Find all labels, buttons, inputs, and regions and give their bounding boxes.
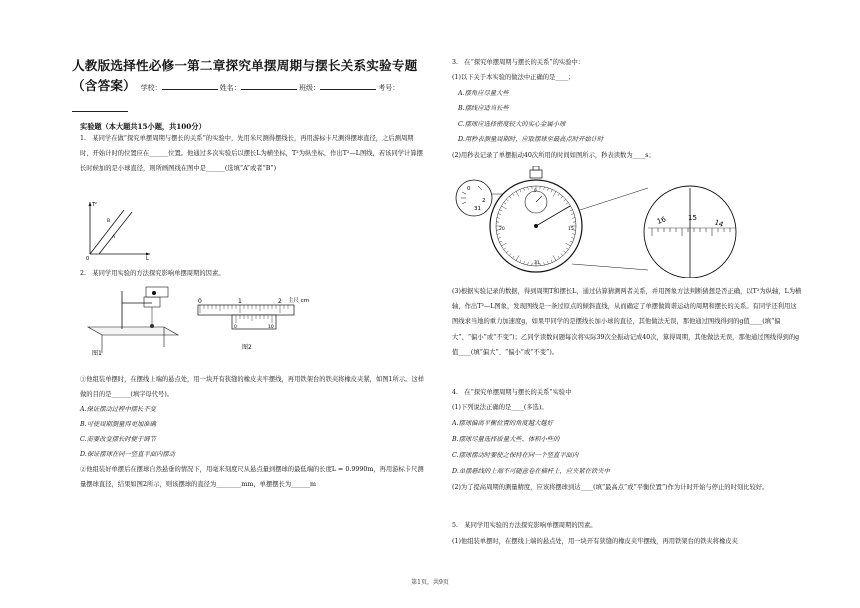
vernier-caliper-figure xyxy=(196,293,316,353)
pendulum-setup-figure xyxy=(82,285,182,357)
vernier-num-0: 0 xyxy=(234,325,237,330)
vernier-num-10: 10 xyxy=(268,325,274,330)
q4-option-d: D.单摆悬线的上端不可随意卷在横杆上，应夹紧在铁夹中 xyxy=(452,468,610,475)
class-field[interactable] xyxy=(320,82,376,90)
q3-option-c: C.摆球应选择密度较大的实心金属小球 xyxy=(458,121,566,128)
line-b-label: B xyxy=(107,219,111,224)
question-3-sub2: (2)用秒表记录了单摆振动40次所用的时间如图所示，秒表读数为____s； xyxy=(452,152,655,159)
q2-option-a: A.保证摆动过程中摆长不变 xyxy=(80,406,156,413)
q3-option-a: A.摆角应尽量大些 xyxy=(458,90,509,97)
magnifier-num-16: 16 xyxy=(655,215,668,226)
q4-option-c: C.摆球摆动时要使之保持在同一个竖直平面内 xyxy=(452,452,579,459)
question-4-sub1: (1)下列说法正确的是____(多选)。 xyxy=(452,404,548,411)
page-footer: 第1页，共9页 xyxy=(411,579,449,586)
school-label: 学校： xyxy=(140,84,162,92)
ruler-num-2: 2 xyxy=(278,298,282,305)
origin-label: 0 xyxy=(86,256,90,260)
name-field[interactable] xyxy=(241,82,297,90)
question-2-text: 2. 某同学用实验的方法探究影响单摆周期的因素。 xyxy=(80,270,225,277)
stopwatch-num-0: 0 xyxy=(534,188,537,193)
ruler-num-1: 1 xyxy=(238,298,242,305)
x-axis-label: L xyxy=(146,256,149,260)
q2-option-b: B.可使周期测量得更加准确 xyxy=(80,421,156,428)
magnifier-num-2: 2 xyxy=(482,198,486,204)
q3-option-d: D.用秒表测量周期时，应取摆球至最高点时开始计时 xyxy=(458,136,604,143)
stopwatch-figure xyxy=(452,166,742,278)
q2-option-c: C.需要改变摆长时便于调节 xyxy=(80,436,156,443)
class-label: 班级： xyxy=(299,84,321,92)
magnifier-num-15: 15 xyxy=(688,214,697,222)
stopwatch-num-45: 20 xyxy=(499,227,505,232)
question-2-sub2: ②他组装好单摆后在摆球自然悬垂的情况下，用毫米刻度尺从悬点量到摆球的最低端的长度L = 0.9990m，再用游标卡尺测量摆球直径，结果如图2所示，则该摆球的直径为________mm，单摆摆长为______m xyxy=(80,466,424,489)
section-heading: 实验题（本大题共15小题，共100分） xyxy=(80,122,206,131)
stopwatch-num-15: 15 xyxy=(568,227,574,232)
magnifier-num-31: 31 xyxy=(474,206,481,212)
figure-1-label: 图1 xyxy=(92,350,102,357)
ruler-num-0: 0 xyxy=(198,298,202,305)
figure-2-label: 图2 xyxy=(242,344,252,351)
exam-no-label: 考号： xyxy=(378,84,400,92)
question-2-sub1: ①他组装单摆时，在摆线上端的悬点处，用一块开有狭缝的橡皮夹牢摆线，再用铁架台的铁夹将橡皮夹紧，如图1所示。这样做的目的是______(填字母代号)。 xyxy=(80,376,425,399)
stopwatch-num-30: 31 xyxy=(534,261,540,266)
t2-l-graph xyxy=(84,198,154,260)
ruler-unit-label: 主尺 cm xyxy=(288,298,310,304)
document-title xyxy=(72,56,432,120)
q4-option-a: A.摆球偏离平衡位置的角度越大越好 xyxy=(452,420,554,427)
line-a xyxy=(90,210,124,254)
question-3-intro: 3. 在“探究单摆周期与摆长的关系”的实验中： xyxy=(452,59,585,66)
question-5-intro: 5. 某同学用实验的方法探究影响单摆周期的因素。 xyxy=(452,522,597,529)
question-4-sub2: (2)为了提高周期的测量精度，应该将摆球到达____(填“最高点”或“平衡位置”)作为计时开始与停止的时刻比较好。 xyxy=(452,484,769,491)
question-3-sub1: (1)以下关于本实验的做法中正确的是____； xyxy=(452,74,575,81)
name-label: 姓名： xyxy=(219,84,241,92)
line-b xyxy=(99,212,132,254)
school-field[interactable] xyxy=(162,82,218,90)
q3-option-b: B.摆线应适当长些 xyxy=(458,105,509,112)
y-axis-label: T² xyxy=(92,202,98,208)
magnifier-num-0: 0 xyxy=(467,186,471,192)
magnifier-num-14: 14 xyxy=(713,218,725,229)
question-1-text: 1. 某同学在做“探究单摆周期与摆长的关系”的实验中，先用米尺测得摆线长，再用游标卡尺测得摆球直径，之后测周期时，开始计时的位置应在______位置。他通过多次实验后以摆长L为横坐标，T²为纵坐标，作出T²—L图线，若该同学计算摆长时候加的是小球直径，则所画图线在图中是______(选填“A”或者“B”) xyxy=(80,135,423,173)
title-text: 人教版选择性必修一第二章探究单摆周期与摆长关系实验专题（含答案） xyxy=(72,58,418,93)
q4-option-b: B.摆球尽量选择质量大些、体积小些的 xyxy=(452,436,560,443)
exam-no-field[interactable] xyxy=(72,104,128,112)
question-3-sub3: (3)根据实验记录的数据，得到周期T和摆长L，通过估算猜测两者关系，并用图象方法判断猜想是否正确，以T²为纵轴，L为横轴，作出T²—L图象，发现图线是一条过原点的倾斜直线，从而确定了单摆做简谐运动的周期和摆长的关系。有同学还利用这图线求当地的重力加速度g，如果甲同学的是摆线长加小球的直径，其他做法无误，那他通过图线得到的g值____(填“偏大”、“偏小”或“不变”)；乙同学读数问题每次将实际39次全振动记成40次，算得周期，其他做法无误，那他通过图线得到的g值____(填“偏大”、“偏小”或“不变”)。 xyxy=(452,288,802,356)
line-a-label: A xyxy=(112,235,116,240)
question-4-intro: 4. 在“探究单摆周期与摆长的关系”实验中 xyxy=(452,389,572,396)
q2-option-d: D.保证摆球在同一竖直平面内摆动 xyxy=(80,451,175,458)
question-5-sub1: (1)他组装单摆时，在摆线上端的悬点处，用一块开有狭缝的橡皮夹牢摆线，再用铁架台的铁夹将橡皮夹 xyxy=(452,538,738,545)
